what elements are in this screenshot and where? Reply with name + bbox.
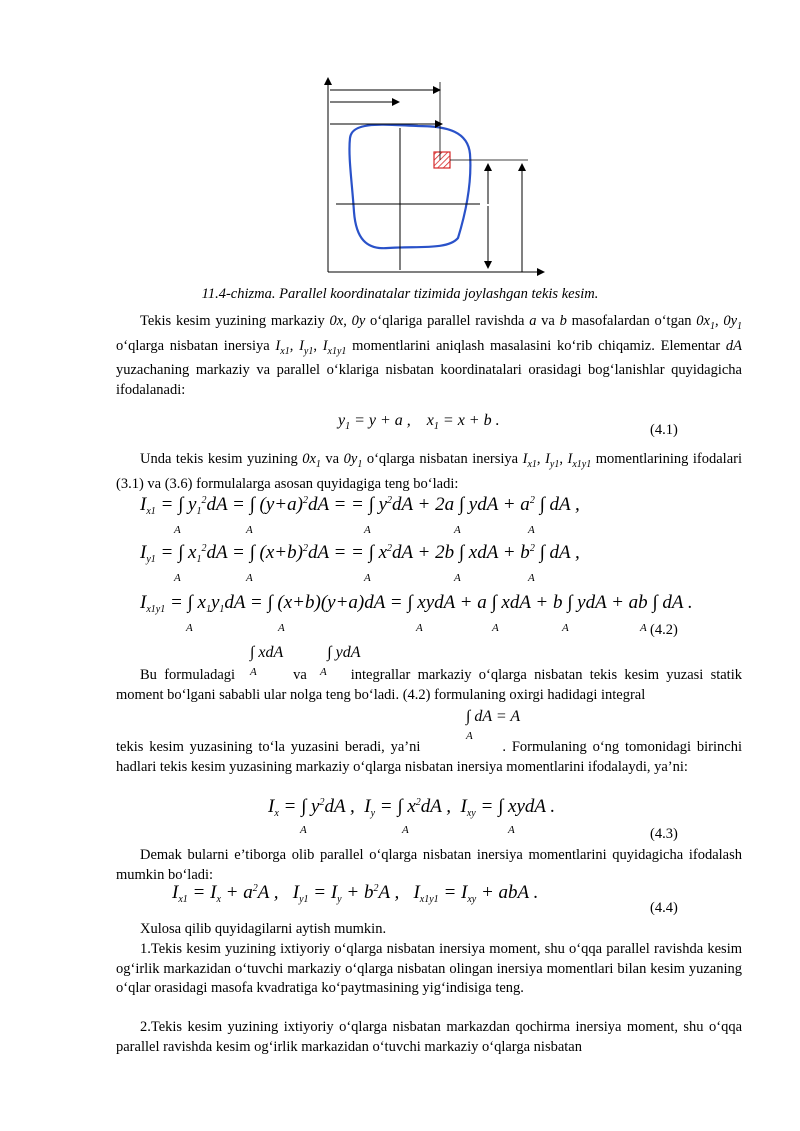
- eqnum-4-3: (4.3): [650, 826, 678, 842]
- equation-4-2-line3: $I_{x1y1}$ = ∫ $x_1y_1dA$ = ∫ (x+b)(y+a)dA = ∫ xydA + a ∫ xdA + b ∫ ydA + ab ∫ dA .: [140, 592, 693, 615]
- paragraph-8: 2.Tekis kesim yuzining ixtiyoriy o‘qlarga nisbatan markazdan qochirma inersiya moment, shu o‘qqa parallel ravishda kesim og‘irlik markazidan o‘tuvchi markaziy o‘qlarga nisbatan: [116, 1019, 742, 1055]
- figure-caption: 11.4-chizma. Parallel koordinatalar tizimida joylashgan tekis kesim.: [201, 286, 599, 302]
- eqnum-4-1: (4.1): [650, 422, 678, 438]
- paragraph-6: Xulosa qilib quyidagilarni aytish mumkin.: [140, 921, 387, 937]
- element-dA: [434, 152, 450, 168]
- section-figure: [318, 72, 548, 278]
- paragraph-2: Unda tekis kesim yuzining $0x_1$ va $0y_1$ o‘qlarga nisbatan inersiya $I_{x1}$, $I_{y1}$, $I_{x1y1}$ momentlarining ifodalari (3.1) va (3.6) formulalarga asosan quyidagiga teng bo‘ladi:: [116, 451, 742, 492]
- document-page: 11.4-chizma. Parallel koordinatalar tizimida joylashgan tekis kesim. Tekis kesim yuzining markaziy 0x, 0y o‘qlariga parallel ravishda a va b masofalardan o‘tgan $0x_1$, $0y_1$ o‘qlarga nisbatan inersiya $I_{x1}$, $I_{y1}$, $I_{x1y1}$ momentlarini aniqlash masalasini ko‘rib chiqamiz. Elementar dA yuzachaning markaziy va parallel o‘klariga nisbatan koordinatalari orasidagi bog‘lanishlar quyidagicha ifodalanadi: $y_1 = y + a$ , $x_1 = x + b$ . (4.1) Unda tekis kesim yuzining $0x_1$ va $0y_1$ o‘qlarga nisbatan inersiya $I_{x1}$, $I_{y1}$, $I_{x1y1}$ momentlarining ifodalari (3.1) va (3.6) formulalarga asosan quyidagiga teng bo‘ladi: $I_{x1}$ = ∫ $y_1^2dA$ = ∫ $(y+a)^2dA$ = = ∫ $y^2dA + 2a$ ∫ ydA + $a^2$ ∫ dA , A A A A A $I_{y1}$ = ∫ $x_1^2dA$ = ∫ $(x+b)^2dA$ = = ∫ $x^2dA + 2b$ ∫ xdA + $b^2$ ∫ dA , A A A A A $I_{x1y1}$ = ∫ $x_1y_1dA$ = ∫ (x+b)(y+a)dA = ∫ xydA + a ∫ xdA + b ∫ ydA + ab ∫ dA . A A A A A A (4.2) ∫ xdA ∫ ydA A A Bu formuladagi va integrallar markaziy o‘qlarga nisbatan tekis kesim yuzasi statik moment bo‘lgani sababli ular nolga teng bo‘ladi. (4.2) formulaning oxirgi hadidagi integral ∫ dA = A A tekis kesim yuzasining to‘la yuzasini beradi, ya’ni . Formulaning o‘ng tomonidagi birinchi hadlari tekis kesim yuzasining markaziy o‘qlarga nisbatan inersiya momentlarini ifodalaydi, ya’ni: $I_x$ = ∫ $y^2dA$ , $I_y$ = ∫ $x^2dA$ , $I_{xy}$ = ∫ xydA . A A A (4.3) Demak bularni e’tiborga olib parallel o‘qlarga nisbatan inersiya momentlarini quyidagicha ifodalash mumkin bo‘ladi: $I_{x1} = I_x + a^2A$ , $I_{y1} = I_y + b^2A$ , $I_{x1y1} = I_{xy}$ + abA . (4.4) Xulosa qilib quyidagilarni aytish mumkin. 1.Tekis kesim yuzining ixtiyoriy o‘qlarga nisbatan inersiya moment, shu o‘qqa parallel ravishda kesim og‘irlik markazidan o‘tuvchi markaziy o‘qlarga nisbatan olingan inersiya momentlari bilan kesim yuzaning o‘qlar orasidagi masofa kvadratiga ko‘paytmasining yig‘indisiga teng. 2.Tekis kesim yuzining ixtiyoriy o‘qlarga nisbatan markazdan qochirma inersiya moment, shu o‘qqa parallel ravishda kesim og‘irlik markazidan o‘tuvchi markaziy o‘qlarga nisbatan: [0, 0, 800, 1131]
- equation-4-3: $I_x$ = ∫ $y^2dA$ , $I_y$ = ∫ $x^2dA$ , $I_{xy}$ = ∫ xydA .: [268, 796, 556, 819]
- paragraph-4: tekis kesim yuzasining to‘la yuzasini beradi, ya’ni . Formulaning o‘ng tomonidagi birinchi hadlari tekis kesim yuzasining markaziy o‘qlarga nisbatan inersiya momentlarini ifodalaydi, ya’ni:: [116, 739, 742, 775]
- eqnum-4-2: (4.2): [650, 622, 678, 638]
- equation-4-2-line1: $I_{x1}$ = ∫ $y_1^2dA$ = ∫ $(y+a)^2dA$ = = ∫ $y^2dA + 2a$ ∫ ydA + $a^2$ ∫ dA ,: [140, 494, 580, 517]
- integral-dA-equals-A: ∫ dA = A: [466, 708, 521, 725]
- paragraph-1: Tekis kesim yuzining markaziy 0x, 0y o‘qlariga parallel ravishda a va b masofalardan o‘tgan $0x_1$, $0y_1$ o‘qlarga nisbatan inersiya $I_{x1}$, $I_{y1}$, $I_{x1y1}$ momentlarini aniqlash masalasini ko‘rib chiqamiz. Elementar dA yuzachaning markaziy va parallel o‘klariga nisbatan koordinatalari orasidagi bog‘lanishlar quyidagicha ifodalanadi:: [116, 313, 743, 398]
- paragraph-7: 1.Tekis kesim yuzining ixtiyoriy o‘qlarga nisbatan inersiya moment, shu o‘qqa parallel ravishda kesim og‘irlik markazidan o‘tuvchi markaziy o‘qlarga nisbatan olingan inersiya momentlari bilan kesim yuzaning o‘qlar orasidagi masofa kvadratiga ko‘paytmasining yig‘indisiga teng.: [116, 941, 742, 996]
- equation-4-4: $I_{x1} = I_x + a^2A$ , $I_{y1} = I_y + b^2A$ , $I_{x1y1} = I_{xy}$ + abA .: [172, 882, 539, 905]
- equation-4-1: $y_1 = y + a$ , $x_1 = x + b$ .: [338, 412, 500, 432]
- integral-xdA: ∫ xdA ∫ ydA: [250, 644, 361, 661]
- paragraph-3: Bu formuladagi va integrallar markaziy o‘qlarga nisbatan tekis kesim yuzasi statik moment bo‘lgani sababli ular nolga teng bo‘ladi. (4.2) formulaning oxirgi hadidagi integral: [116, 667, 742, 703]
- eqnum-4-4: (4.4): [650, 900, 678, 916]
- section-outline: [349, 125, 470, 249]
- paragraph-5: Demak bularni e’tiborga olib parallel o‘qlarga nisbatan inersiya momentlarini quyidagicha ifodalash mumkin bo‘ladi:: [116, 847, 742, 883]
- equation-4-2-line2: $I_{y1}$ = ∫ $x_1^2dA$ = ∫ $(x+b)^2dA$ = = ∫ $x^2dA + 2b$ ∫ xdA + $b^2$ ∫ dA ,: [140, 542, 580, 565]
